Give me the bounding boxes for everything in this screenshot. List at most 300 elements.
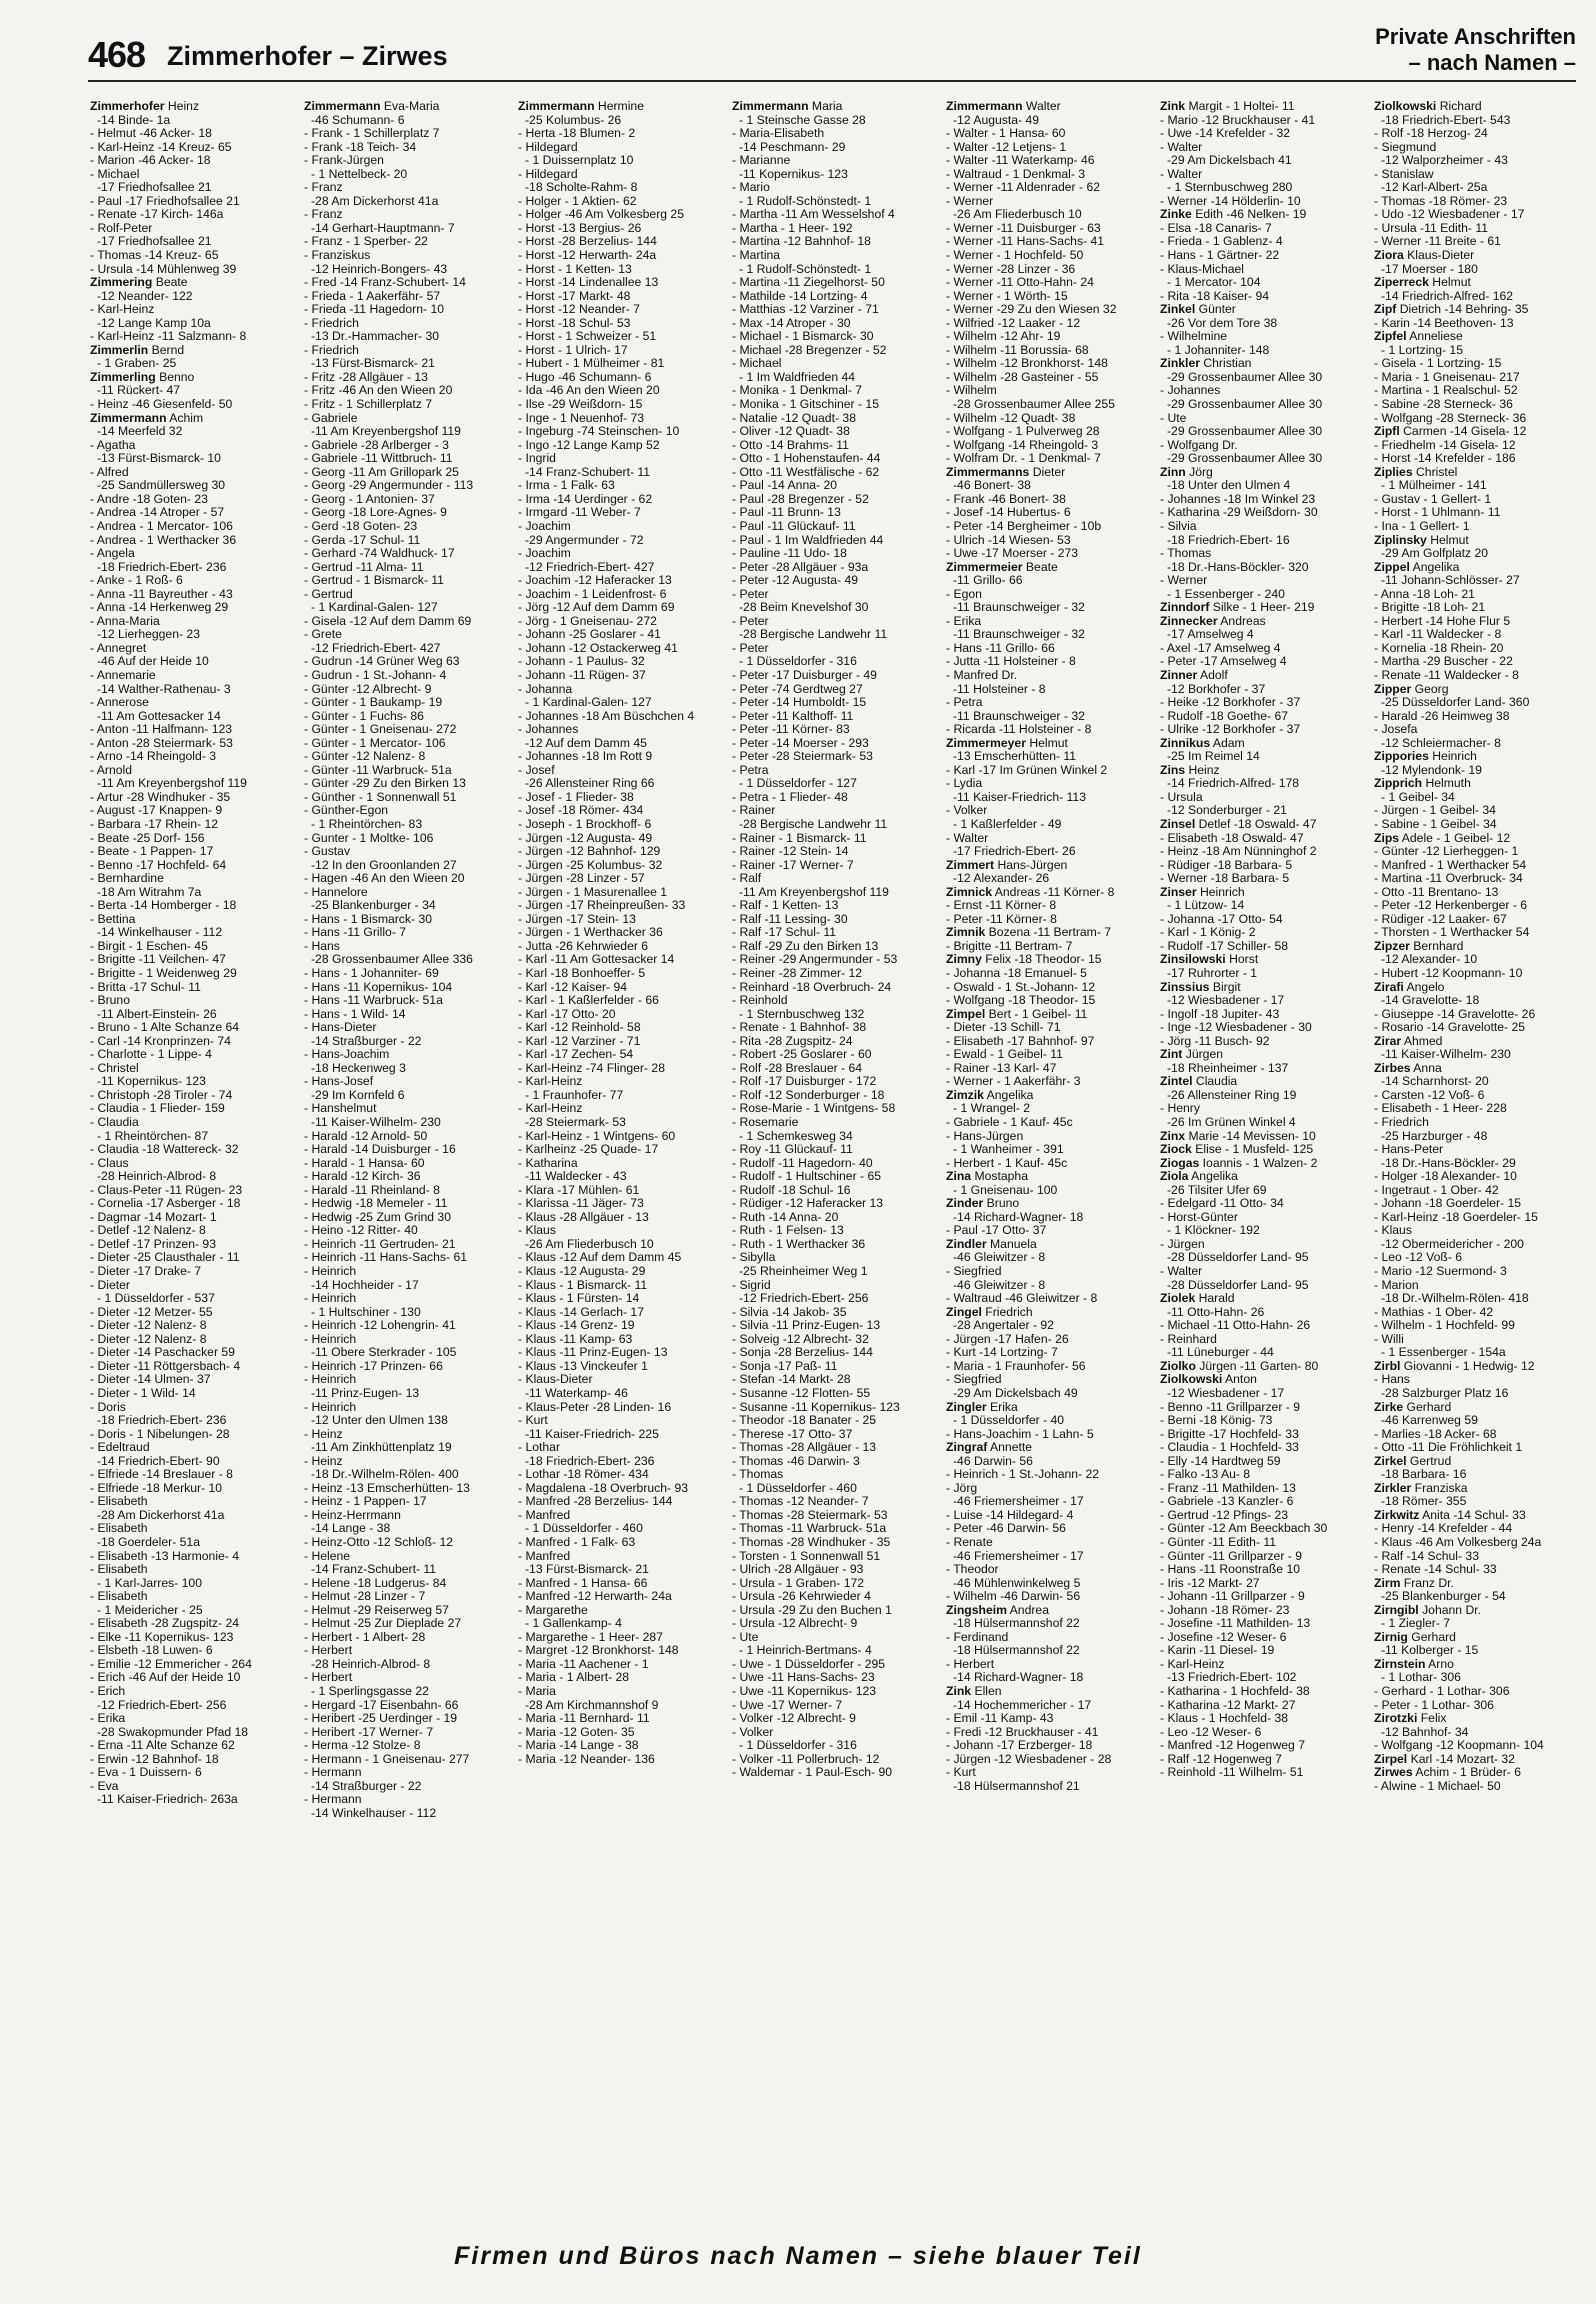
directory-entry bbox=[90, 357, 295, 371]
directory-entry bbox=[1374, 926, 1579, 940]
entry-text: - Hans-Joachim bbox=[304, 1048, 390, 1062]
directory-entry bbox=[90, 1089, 295, 1103]
entry-text: - Maria-Elisabeth bbox=[732, 127, 825, 141]
entry-text: Klaus-Dieter bbox=[1403, 249, 1475, 263]
entry-text: -12 Auf dem Damm 45 bbox=[525, 736, 647, 750]
directory-entry bbox=[518, 1008, 723, 1022]
surname-heading: Zipfl bbox=[1374, 425, 1400, 439]
entry-text: - Michael -28 Bregenzer - 52 bbox=[732, 343, 887, 357]
entry-text: - Magdalena -18 Overbruch- 93 bbox=[518, 1481, 689, 1495]
entry-text: Achim - 1 Brüder- 6 bbox=[1412, 1766, 1521, 1780]
surname-heading: Zirwes bbox=[1374, 1766, 1413, 1780]
entry-text: -18 Goerdeler- 51a bbox=[97, 1535, 200, 1549]
directory-entry bbox=[1160, 466, 1365, 480]
entry-text: - Martina bbox=[732, 249, 781, 263]
entry-text: - Heribert -17 Werner- 7 bbox=[304, 1725, 434, 1739]
directory-entry bbox=[946, 208, 1151, 222]
entry-text: - Thomas bbox=[1160, 547, 1212, 561]
entry-text: -17 Amselweg 4 bbox=[1167, 628, 1254, 642]
entry-text: - Klaus - 1 Fürsten- 14 bbox=[518, 1292, 640, 1306]
directory-entry bbox=[1160, 953, 1365, 967]
entry-text: -14 Winkelhauser - 112 bbox=[97, 926, 223, 940]
directory-entry bbox=[1160, 1197, 1365, 1211]
directory-entry bbox=[946, 534, 1151, 548]
entry-text: - Fritz -46 An den Wieen 20 bbox=[304, 384, 453, 398]
directory-entry bbox=[518, 1211, 723, 1225]
entry-text: - Claudia bbox=[90, 1116, 139, 1130]
section-title bbox=[1375, 24, 1576, 76]
directory-entry bbox=[518, 1482, 723, 1496]
entry-text: - Johannes -18 Im Winkel 23 bbox=[1160, 492, 1316, 506]
directory-entry bbox=[946, 1143, 1151, 1157]
entry-text: - Monika - 1 Gitschiner - 15 bbox=[732, 398, 879, 412]
entry-text: - Andrea -14 Atroper - 57 bbox=[90, 506, 225, 520]
entry-text: - Alwine - 1 Michael- 50 bbox=[1374, 1779, 1501, 1793]
entry-text: - Petra - 1 Flieder- 48 bbox=[732, 790, 848, 804]
entry-text: - Hans - 1 Bismarck- 30 bbox=[304, 912, 432, 926]
entry-text: - Irmgard -11 Weber- 7 bbox=[518, 506, 641, 520]
directory-entry bbox=[1374, 114, 1579, 128]
directory-entry bbox=[1374, 696, 1579, 710]
surname-heading: Zimmermann bbox=[90, 411, 167, 425]
directory-entry bbox=[90, 276, 295, 290]
entry-text: - Eva - 1 Duissern- 6 bbox=[90, 1766, 202, 1780]
directory-entry bbox=[304, 1726, 509, 1740]
directory-entry bbox=[732, 1428, 937, 1442]
entry-text: - Margret -12 Bronkhorst- 148 bbox=[518, 1644, 679, 1658]
surname-heading: Zimzik bbox=[946, 1088, 984, 1102]
entry-text: - Therese -17 Otto- 37 bbox=[732, 1427, 853, 1441]
directory-entry bbox=[1374, 981, 1579, 995]
entry-text: - Mathilde -14 Lortzing- 4 bbox=[732, 289, 868, 303]
entry-text: - Thomas -28 Steiermark- 53 bbox=[732, 1508, 888, 1522]
directory-entry bbox=[90, 290, 295, 304]
entry-text: - Josefa bbox=[1374, 723, 1418, 737]
directory-entry bbox=[90, 1401, 295, 1415]
entry-text: - 1 Wrangel- 2 bbox=[953, 1102, 1030, 1116]
directory-entry bbox=[518, 290, 723, 304]
entry-text: -26 Tilsiter Ufer 69 bbox=[1167, 1183, 1267, 1197]
entry-text: -11 Kaiser-Wilhelm- 230 bbox=[1381, 1048, 1511, 1062]
directory-entry bbox=[1374, 371, 1579, 385]
entry-text: Ellen bbox=[971, 1684, 1002, 1698]
entry-text: - Josef -14 Hubertus- 6 bbox=[946, 506, 1071, 520]
directory-entry bbox=[304, 561, 509, 575]
entry-text: - Dieter -11 Röttgersbach- 4 bbox=[90, 1359, 241, 1373]
entry-text: -18 Hülsermannshof 21 bbox=[953, 1779, 1080, 1793]
entry-text: Detlef -18 Oswald- 47 bbox=[1195, 817, 1317, 831]
entry-text: - Siegfried bbox=[946, 1373, 1002, 1387]
directory-entry bbox=[90, 344, 295, 358]
directory-entry bbox=[732, 1671, 937, 1685]
entry-text: - 1 Graben- 25 bbox=[97, 357, 177, 371]
directory-entry bbox=[518, 872, 723, 886]
directory-entry bbox=[90, 1197, 295, 1211]
directory-entry bbox=[1160, 574, 1365, 588]
directory-entry bbox=[1374, 127, 1579, 141]
directory-entry bbox=[90, 1617, 295, 1631]
directory-entry bbox=[732, 1251, 937, 1265]
directory-entry bbox=[90, 1143, 295, 1157]
directory-entry bbox=[518, 1617, 723, 1631]
directory-entry bbox=[304, 845, 509, 859]
directory-entry bbox=[518, 1130, 723, 1144]
directory-entry bbox=[1160, 344, 1365, 358]
directory-entry bbox=[1374, 1251, 1579, 1265]
directory-entry bbox=[304, 1441, 509, 1455]
directory-entry bbox=[732, 655, 937, 669]
entry-text: -28 Angertaler - 92 bbox=[953, 1319, 1054, 1333]
directory-entry bbox=[732, 1414, 937, 1428]
directory-entry bbox=[946, 913, 1151, 927]
directory-entry bbox=[90, 452, 295, 466]
entry-text: - Gustav bbox=[304, 845, 351, 859]
directory-entry bbox=[732, 1455, 937, 1469]
directory-entry bbox=[946, 154, 1151, 168]
directory-entry bbox=[304, 777, 509, 791]
directory-entry bbox=[90, 371, 295, 385]
directory-entry bbox=[946, 1644, 1151, 1658]
entry-text: - Heike -12 Borkhofer - 37 bbox=[1160, 696, 1301, 710]
directory-entry bbox=[946, 1157, 1151, 1171]
entry-text: - Rainer bbox=[732, 804, 776, 818]
directory-entry bbox=[1160, 967, 1365, 981]
directory-entry bbox=[946, 1251, 1151, 1265]
entry-text: - Harald -12 Arnold- 50 bbox=[304, 1129, 428, 1143]
entry-text: - Manfred bbox=[518, 1549, 571, 1563]
directory-entry bbox=[732, 1590, 937, 1604]
entry-text: -46 Friemersheimer - 17 bbox=[953, 1495, 1084, 1509]
surname-heading: Zirke bbox=[1374, 1400, 1404, 1414]
directory-entry bbox=[304, 1143, 509, 1157]
directory-entry bbox=[304, 1062, 509, 1076]
directory-entry bbox=[304, 1428, 509, 1442]
directory-entry bbox=[1374, 1414, 1579, 1428]
entry-text: -25 Blankenburger - 34 bbox=[311, 899, 436, 913]
directory-entry bbox=[304, 1482, 509, 1496]
directory-entry bbox=[1160, 1048, 1365, 1062]
entry-text: - Uwe -14 Krefelder - 32 bbox=[1160, 127, 1291, 141]
directory-entry bbox=[732, 1550, 937, 1564]
directory-entry bbox=[90, 1048, 295, 1062]
directory-entry bbox=[304, 1102, 509, 1116]
entry-text: - Gabriele -13 Kanzler- 6 bbox=[1160, 1495, 1294, 1509]
directory-entry bbox=[946, 479, 1151, 493]
entry-text: Dieter bbox=[1029, 465, 1066, 479]
entry-text: - 1 Gneisenau- 100 bbox=[953, 1183, 1058, 1197]
directory-entry bbox=[946, 357, 1151, 371]
entry-text: -13 Friedrich-Ebert- 102 bbox=[1167, 1671, 1297, 1685]
directory-entry bbox=[518, 710, 723, 724]
directory-entry bbox=[90, 1116, 295, 1130]
entry-text: - Gustav - 1 Gellert- 1 bbox=[1374, 492, 1492, 506]
directory-entry bbox=[304, 141, 509, 155]
entry-text: - Irma -14 Uerdinger - 62 bbox=[518, 492, 653, 506]
entry-text: - Rainer -13 Karl- 47 bbox=[946, 1061, 1057, 1075]
entry-text: - Manfred -28 Berzelius- 144 bbox=[518, 1495, 673, 1509]
entry-text: - Georg -11 Am Grillopark 25 bbox=[304, 465, 459, 479]
directory-entry bbox=[90, 1184, 295, 1198]
directory-entry bbox=[1374, 1279, 1579, 1293]
entry-text: -11 Waterkamp- 46 bbox=[525, 1386, 628, 1400]
section-title-line-2: – nach Namen – bbox=[1408, 50, 1576, 75]
directory-entry bbox=[1160, 1387, 1365, 1401]
directory-entry bbox=[518, 1509, 723, 1523]
directory-entry bbox=[1374, 547, 1579, 561]
directory-entry bbox=[90, 317, 295, 331]
entry-text: Beate bbox=[152, 276, 188, 290]
directory-entry bbox=[732, 235, 937, 249]
directory-entry bbox=[90, 1170, 295, 1184]
directory-entry bbox=[946, 1536, 1151, 1550]
directory-entry bbox=[1374, 899, 1579, 913]
directory-entry bbox=[1374, 1550, 1579, 1564]
entry-text: Karl -14 Mozart- 32 bbox=[1407, 1752, 1515, 1766]
entry-text: Hermine bbox=[594, 100, 644, 113]
entry-text: - Johann -18 Goerdeler- 15 bbox=[1374, 1197, 1522, 1211]
entry-text: - Horst -18 Schul- 53 bbox=[518, 316, 631, 330]
entry-text: - Heinz -13 Emscherhütten- 13 bbox=[304, 1481, 470, 1495]
directory-entry bbox=[518, 168, 723, 182]
directory-entry bbox=[1374, 723, 1579, 737]
entry-text: Bert - 1 Geibel- 11 bbox=[985, 1007, 1088, 1021]
entry-text: - August -17 Knappen- 9 bbox=[90, 804, 223, 818]
directory-entry bbox=[732, 1292, 937, 1306]
directory-entry bbox=[304, 926, 509, 940]
directory-entry bbox=[518, 222, 723, 236]
directory-entry bbox=[90, 1550, 295, 1564]
entry-text: - Beate -25 Dorf- 156 bbox=[90, 831, 205, 845]
entry-text: - Rolf -12 Sonderburger - 18 bbox=[732, 1088, 885, 1102]
directory-entry bbox=[304, 100, 509, 114]
directory-entry bbox=[518, 1536, 723, 1550]
entry-text: - Dieter bbox=[90, 1278, 130, 1292]
page-title: Zimmerhofer – Zirwes bbox=[167, 41, 448, 71]
directory-entry bbox=[304, 371, 509, 385]
directory-entry bbox=[1160, 1468, 1365, 1482]
entry-text: - Franz - 1 Sperber- 22 bbox=[304, 235, 428, 249]
directory-entry bbox=[1374, 1631, 1579, 1645]
directory-entry bbox=[1160, 791, 1365, 805]
entry-text: - Günter - 1 Fuchs- 86 bbox=[304, 709, 424, 723]
entry-text: - Ingo -12 Lange Kamp 52 bbox=[518, 438, 660, 452]
entry-text: -11 Kopernikus- 123 bbox=[97, 1075, 206, 1089]
directory-entry bbox=[1160, 534, 1365, 548]
entry-text: - 1 Johanniter- 148 bbox=[1167, 343, 1270, 357]
entry-text: Manuela bbox=[986, 1237, 1037, 1251]
directory-entry bbox=[518, 412, 723, 426]
directory-entry bbox=[1374, 561, 1579, 575]
directory-entry bbox=[304, 114, 509, 128]
entry-text: - Ewald - 1 Geibel- 11 bbox=[946, 1048, 1063, 1062]
directory-entry bbox=[90, 1224, 295, 1238]
directory-entry bbox=[518, 994, 723, 1008]
entry-text: - Peter -14 Humboldt- 15 bbox=[732, 696, 867, 710]
entry-text: - Volker bbox=[732, 1725, 774, 1739]
entry-text: - Berta -14 Homberger - 18 bbox=[90, 899, 237, 913]
entry-text: Bernhard bbox=[1409, 939, 1464, 953]
entry-text: - Bruno - 1 Alte Schanze 64 bbox=[90, 1021, 240, 1035]
entry-text: - Martina -12 Bahnhof- 18 bbox=[732, 235, 871, 249]
surname-heading: Zippel bbox=[1374, 560, 1410, 574]
entry-text: - Elsbeth -18 Luwen- 6 bbox=[90, 1644, 213, 1658]
directory-entry bbox=[1160, 1143, 1365, 1157]
entry-text: Heinz bbox=[1185, 763, 1220, 777]
entry-text: -28 Düsseldorfer Land- 95 bbox=[1167, 1278, 1309, 1292]
entry-text: Günter bbox=[1195, 303, 1236, 317]
entry-text: - Maria - 1 Albert- 28 bbox=[518, 1671, 630, 1685]
directory-entry bbox=[518, 317, 723, 331]
directory-entry bbox=[946, 1184, 1151, 1198]
directory-entry bbox=[946, 1482, 1151, 1496]
directory-entry bbox=[1374, 1048, 1579, 1062]
entry-text: - Theodor -18 Banater - 25 bbox=[732, 1414, 877, 1428]
entry-text: - Bruno bbox=[90, 994, 130, 1008]
entry-text: - Jürgen - 1 Geibel- 34 bbox=[1374, 804, 1496, 818]
entry-text: - Kurt bbox=[518, 1414, 548, 1428]
entry-text: - Theodor bbox=[946, 1563, 999, 1577]
entry-text: -11 Waldecker - 43 bbox=[525, 1170, 627, 1184]
entry-text: - 1 Kaßlerfelder - 49 bbox=[953, 817, 1062, 831]
directory-entry bbox=[946, 926, 1151, 940]
directory-entry bbox=[1160, 208, 1365, 222]
directory-entry bbox=[90, 913, 295, 927]
directory-entry bbox=[518, 1739, 723, 1753]
directory-entry bbox=[304, 357, 509, 371]
directory-entry bbox=[90, 1563, 295, 1577]
directory-entry bbox=[304, 669, 509, 683]
entry-text: - Jürgen -12 Bahnhof- 129 bbox=[518, 845, 661, 859]
directory-entry bbox=[1160, 750, 1365, 764]
entry-text: -28 Düsseldorfer Land- 95 bbox=[1167, 1251, 1309, 1265]
entry-text: Arno bbox=[1425, 1657, 1454, 1671]
entry-text: - Ingeburg -74 Steinschen- 10 bbox=[518, 425, 680, 439]
directory-entry bbox=[304, 737, 509, 751]
directory-entry bbox=[946, 1753, 1151, 1767]
directory-entry bbox=[304, 655, 509, 669]
entry-text: - Hans-Jürgen bbox=[946, 1129, 1024, 1143]
entry-text: - Hedwig -18 Memeler - 11 bbox=[304, 1197, 448, 1211]
surname-heading: Zintel bbox=[1160, 1075, 1193, 1089]
entry-text: - Johann -11 Grillparzer - 9 bbox=[1160, 1590, 1305, 1604]
directory-entry bbox=[90, 1726, 295, 1740]
entry-text: - Erna -11 Alte Schanze 62 bbox=[90, 1739, 235, 1753]
directory-entry bbox=[304, 683, 509, 697]
entry-text: Felix -18 Theodor- 15 bbox=[981, 953, 1102, 967]
entry-text: - Rainer -17 Werner- 7 bbox=[732, 858, 854, 872]
directory-entry bbox=[90, 561, 295, 575]
directory-entry bbox=[946, 1563, 1151, 1577]
entry-text: - Hermann bbox=[304, 1793, 362, 1807]
directory-entry bbox=[518, 967, 723, 981]
entry-text: - Thomas -28 Allgäuer - 13 bbox=[732, 1441, 877, 1455]
directory-entry bbox=[946, 696, 1151, 710]
surname-heading: Zipfel bbox=[1374, 330, 1407, 344]
directory-entry bbox=[1160, 1685, 1365, 1699]
directory-entry bbox=[1160, 615, 1365, 629]
entry-text: Walter bbox=[1022, 100, 1061, 113]
entry-text: -12 Friedrich-Ebert- 256 bbox=[97, 1698, 227, 1712]
directory-entry bbox=[732, 290, 937, 304]
entry-text: - 1 Nettelbeck- 20 bbox=[311, 167, 408, 181]
entry-text: - Peter -14 Bergheimer - 10b bbox=[946, 519, 1102, 533]
entry-text: - Heribert -25 Uerdinger - 19 bbox=[304, 1712, 458, 1726]
directory-entry bbox=[946, 1455, 1151, 1469]
entry-text: - Klara -17 Mühlen- 61 bbox=[518, 1183, 640, 1197]
entry-text: - Volker -12 Albrecht- 9 bbox=[732, 1712, 856, 1726]
directory-entry bbox=[518, 1401, 723, 1415]
directory-entry bbox=[304, 290, 509, 304]
entry-text: Anneliese bbox=[1406, 330, 1463, 344]
entry-text: - Walter bbox=[946, 831, 989, 845]
directory-entry bbox=[518, 1631, 723, 1645]
entry-text: Bernd bbox=[148, 343, 185, 357]
directory-entry bbox=[1374, 1577, 1579, 1591]
entry-text: - Karl -11 Am Gottesacker 14 bbox=[518, 953, 675, 967]
directory-entry bbox=[518, 683, 723, 697]
directory-entry bbox=[1160, 317, 1365, 331]
directory-entry bbox=[304, 1292, 509, 1306]
directory-entry bbox=[518, 1306, 723, 1320]
entry-text: - Hans - 1 Wild- 14 bbox=[304, 1007, 406, 1021]
entry-text: - Brigitte - 1 Weidenweg 29 bbox=[90, 967, 237, 980]
entry-text: - Britta -17 Schul- 11 bbox=[90, 980, 201, 994]
directory-entry bbox=[1374, 1346, 1579, 1360]
entry-text: - Peter -14 Moerser - 293 bbox=[732, 736, 869, 750]
directory-entry bbox=[732, 791, 937, 805]
directory-entry bbox=[732, 479, 937, 493]
directory-entry bbox=[1160, 940, 1365, 954]
directory-entry bbox=[732, 1401, 937, 1415]
entry-text: Bruno bbox=[983, 1197, 1020, 1211]
directory-entry bbox=[946, 750, 1151, 764]
directory-entry bbox=[518, 195, 723, 209]
directory-entry bbox=[1160, 1753, 1365, 1767]
entry-text: - Margarethe bbox=[518, 1603, 588, 1617]
entry-text: - Werner - 1 Wörth- 15 bbox=[946, 289, 1068, 303]
entry-text: -11 Albert-Einstein- 26 bbox=[97, 1007, 217, 1021]
directory-entry bbox=[946, 1766, 1151, 1780]
directory-entry bbox=[1374, 1075, 1579, 1089]
directory-entry bbox=[732, 1306, 937, 1320]
directory-entry bbox=[304, 1522, 509, 1536]
surname-heading: Zimmerlin bbox=[90, 343, 149, 357]
directory-entry bbox=[304, 1360, 509, 1374]
entry-text: - Günter -12 Nalenz- 8 bbox=[304, 750, 426, 764]
entry-text: - Hubert -12 Koopmann- 10 bbox=[1374, 967, 1523, 980]
directory-entry bbox=[946, 777, 1151, 791]
directory-entry bbox=[518, 425, 723, 439]
directory-entry bbox=[1160, 777, 1365, 791]
directory-entry bbox=[946, 1550, 1151, 1564]
entry-text: - Franz bbox=[304, 208, 343, 222]
directory-entry bbox=[518, 1577, 723, 1591]
entry-text: - 1 Lützow- 14 bbox=[1167, 899, 1245, 913]
directory-entry bbox=[304, 953, 509, 967]
directory-entry bbox=[304, 222, 509, 236]
directory-entry bbox=[1160, 1726, 1365, 1740]
directory-entry bbox=[90, 1251, 295, 1265]
entry-text: -18 Friedrich-Ebert- 236 bbox=[97, 560, 227, 574]
entry-text: - Stefan -14 Markt- 28 bbox=[732, 1373, 851, 1387]
directory-entry bbox=[304, 412, 509, 426]
entry-text: -26 Allensteiner Ring 66 bbox=[525, 777, 655, 791]
entry-text: Edith -46 Nelken- 19 bbox=[1191, 208, 1307, 222]
directory-entry bbox=[518, 899, 723, 913]
directory-entry bbox=[90, 263, 295, 277]
directory-entry bbox=[304, 764, 509, 778]
entry-text: - Franziskus bbox=[304, 249, 371, 263]
